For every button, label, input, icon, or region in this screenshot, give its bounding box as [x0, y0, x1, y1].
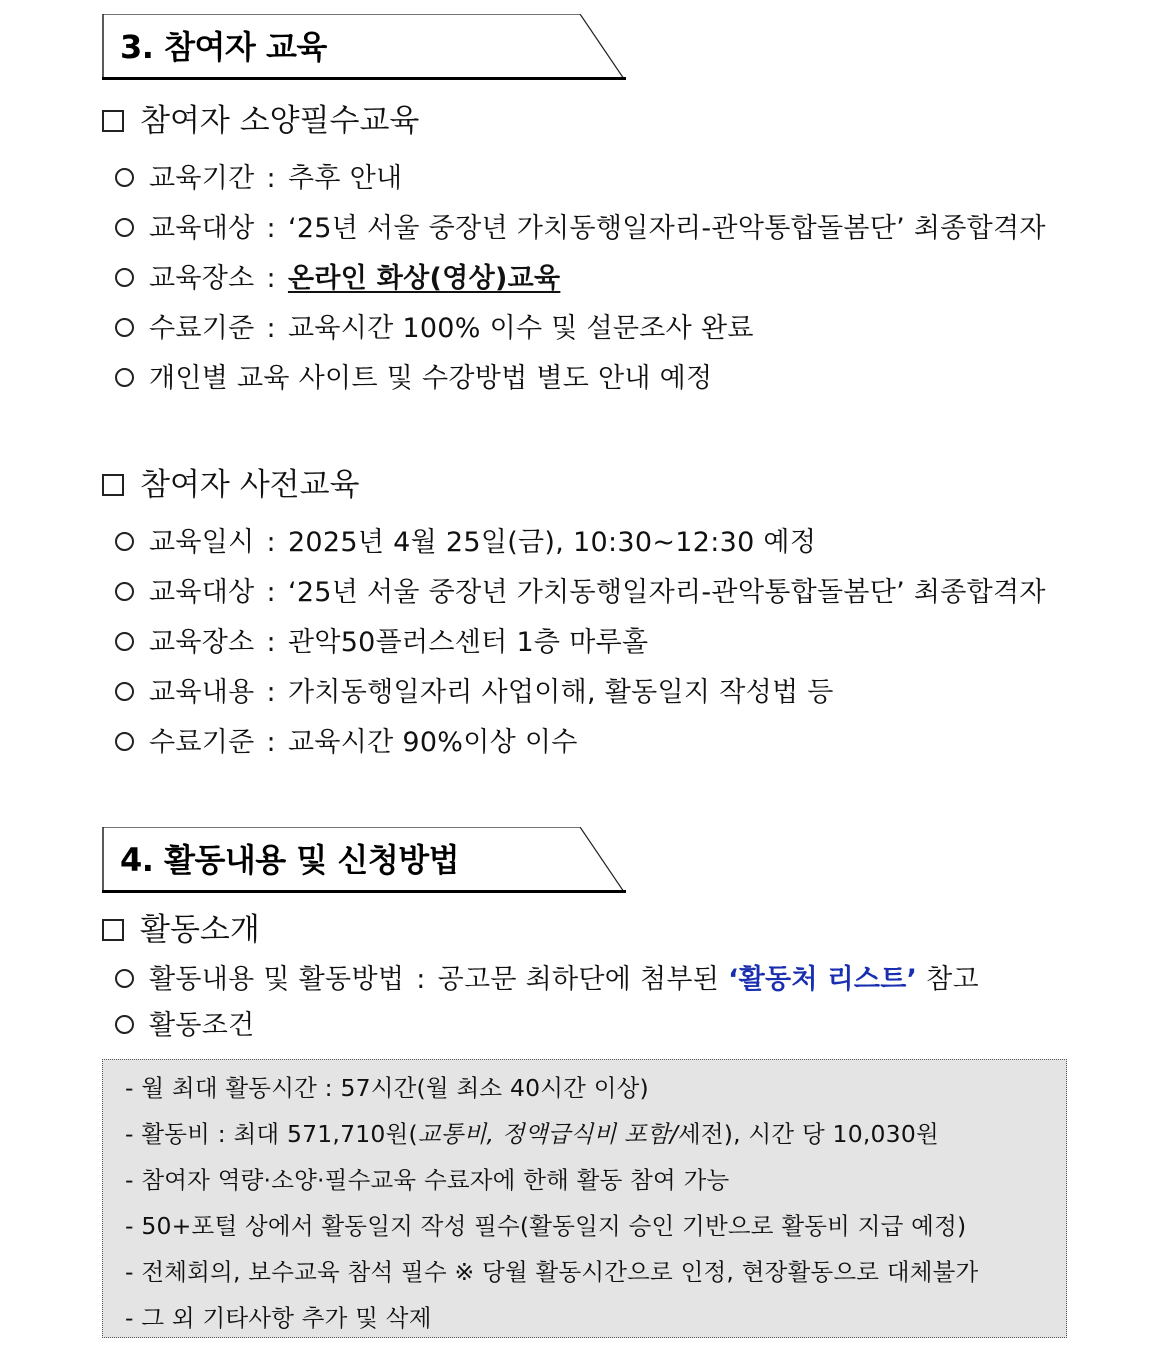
circle-bullet-icon — [115, 268, 134, 287]
condition-item: - 그 외 기타사항 추가 및 삭제 — [125, 1304, 432, 1332]
list-item: 교육기간 : 추후 안내 — [115, 156, 402, 195]
circle-bullet-icon — [115, 732, 134, 751]
conditions-box — [102, 1059, 1067, 1338]
circle-bullet-icon — [115, 318, 134, 337]
list-item-activity-content: 활동내용 및 활동방법 : 공고문 최하단에 첨부된 ‘활동처 리스트’ 참고 — [115, 957, 979, 996]
section-header-3 — [102, 14, 626, 80]
condition-item: - 참여자 역량·소양·필수교육 수료자에 한해 활동 참여 가능 — [125, 1166, 730, 1194]
list-item: 수료기준 : 교육시간 90%이상 이수 — [115, 720, 578, 759]
list-item: 개인별 교육 사이트 및 수강방법 별도 안내 예정 — [115, 356, 712, 395]
circle-bullet-icon — [115, 1015, 134, 1034]
circle-bullet-icon — [115, 218, 134, 237]
subsection-heading-pre-education: 참여자 사전교육 — [102, 459, 359, 504]
condition-item: - 50+포털 상에서 활동일지 작성 필수(활동일지 승인 기반으로 활동비 지급 예정) — [125, 1212, 967, 1240]
circle-bullet-icon — [115, 532, 134, 551]
square-bullet-icon — [102, 919, 124, 941]
circle-bullet-icon — [115, 682, 134, 701]
subsection-heading-activity: 활동소개 — [102, 904, 260, 949]
subsection-heading-mandatory-education: 참여자 소양필수교육 — [102, 95, 419, 140]
circle-bullet-icon — [115, 368, 134, 387]
section-title: 3. 참여자 교육 — [120, 28, 327, 66]
condition-item: - 전체회의, 보수교육 참석 필수 ※ 당월 활동시간으로 인정, 현장활동으로 대체불가 — [125, 1258, 979, 1286]
condition-item: - 활동비 : 최대 571,710원(교통비, 정액급식비 포함/세전), 시간 당 10,030원 — [125, 1120, 939, 1148]
list-item: 수료기준 : 교육시간 100% 이수 및 설문조사 완료 — [115, 306, 754, 345]
list-item: 교육내용 : 가치동행일자리 사업이해, 활동일지 작성법 등 — [115, 670, 834, 709]
square-bullet-icon — [102, 110, 124, 132]
list-item: 교육대상 : ‘25년 서울 중장년 가치동행일자리-관악통합돌봄단’ 최종합격자 — [115, 570, 1046, 609]
online-education-highlight: 온라인 화상(영상)교육 — [287, 263, 561, 294]
section-title: 4. 활동내용 및 신청방법 — [120, 841, 460, 879]
circle-bullet-icon — [115, 582, 134, 601]
list-item: 교육장소 : 온라인 화상(영상)교육 — [115, 256, 560, 295]
circle-bullet-icon — [115, 168, 134, 187]
activity-list-link[interactable]: ‘활동처 리스트’ — [728, 964, 918, 995]
condition-item: - 월 최대 활동시간 : 57시간(월 최소 40시간 이상) — [125, 1074, 649, 1102]
section-header-4 — [102, 827, 626, 893]
circle-bullet-icon — [115, 969, 134, 988]
list-item: 교육장소 : 관악50플러스센터 1층 마루홀 — [115, 620, 648, 659]
square-bullet-icon — [102, 474, 124, 496]
list-item-activity-conditions: 활동조건 — [115, 1003, 255, 1042]
circle-bullet-icon — [115, 632, 134, 651]
list-item: 교육대상 : ‘25년 서울 중장년 가치동행일자리-관악통합돌봄단’ 최종합격자 — [115, 206, 1046, 245]
list-item: 교육일시 : 2025년 4월 25일(금), 10:30~12:30 예정 — [115, 520, 816, 559]
